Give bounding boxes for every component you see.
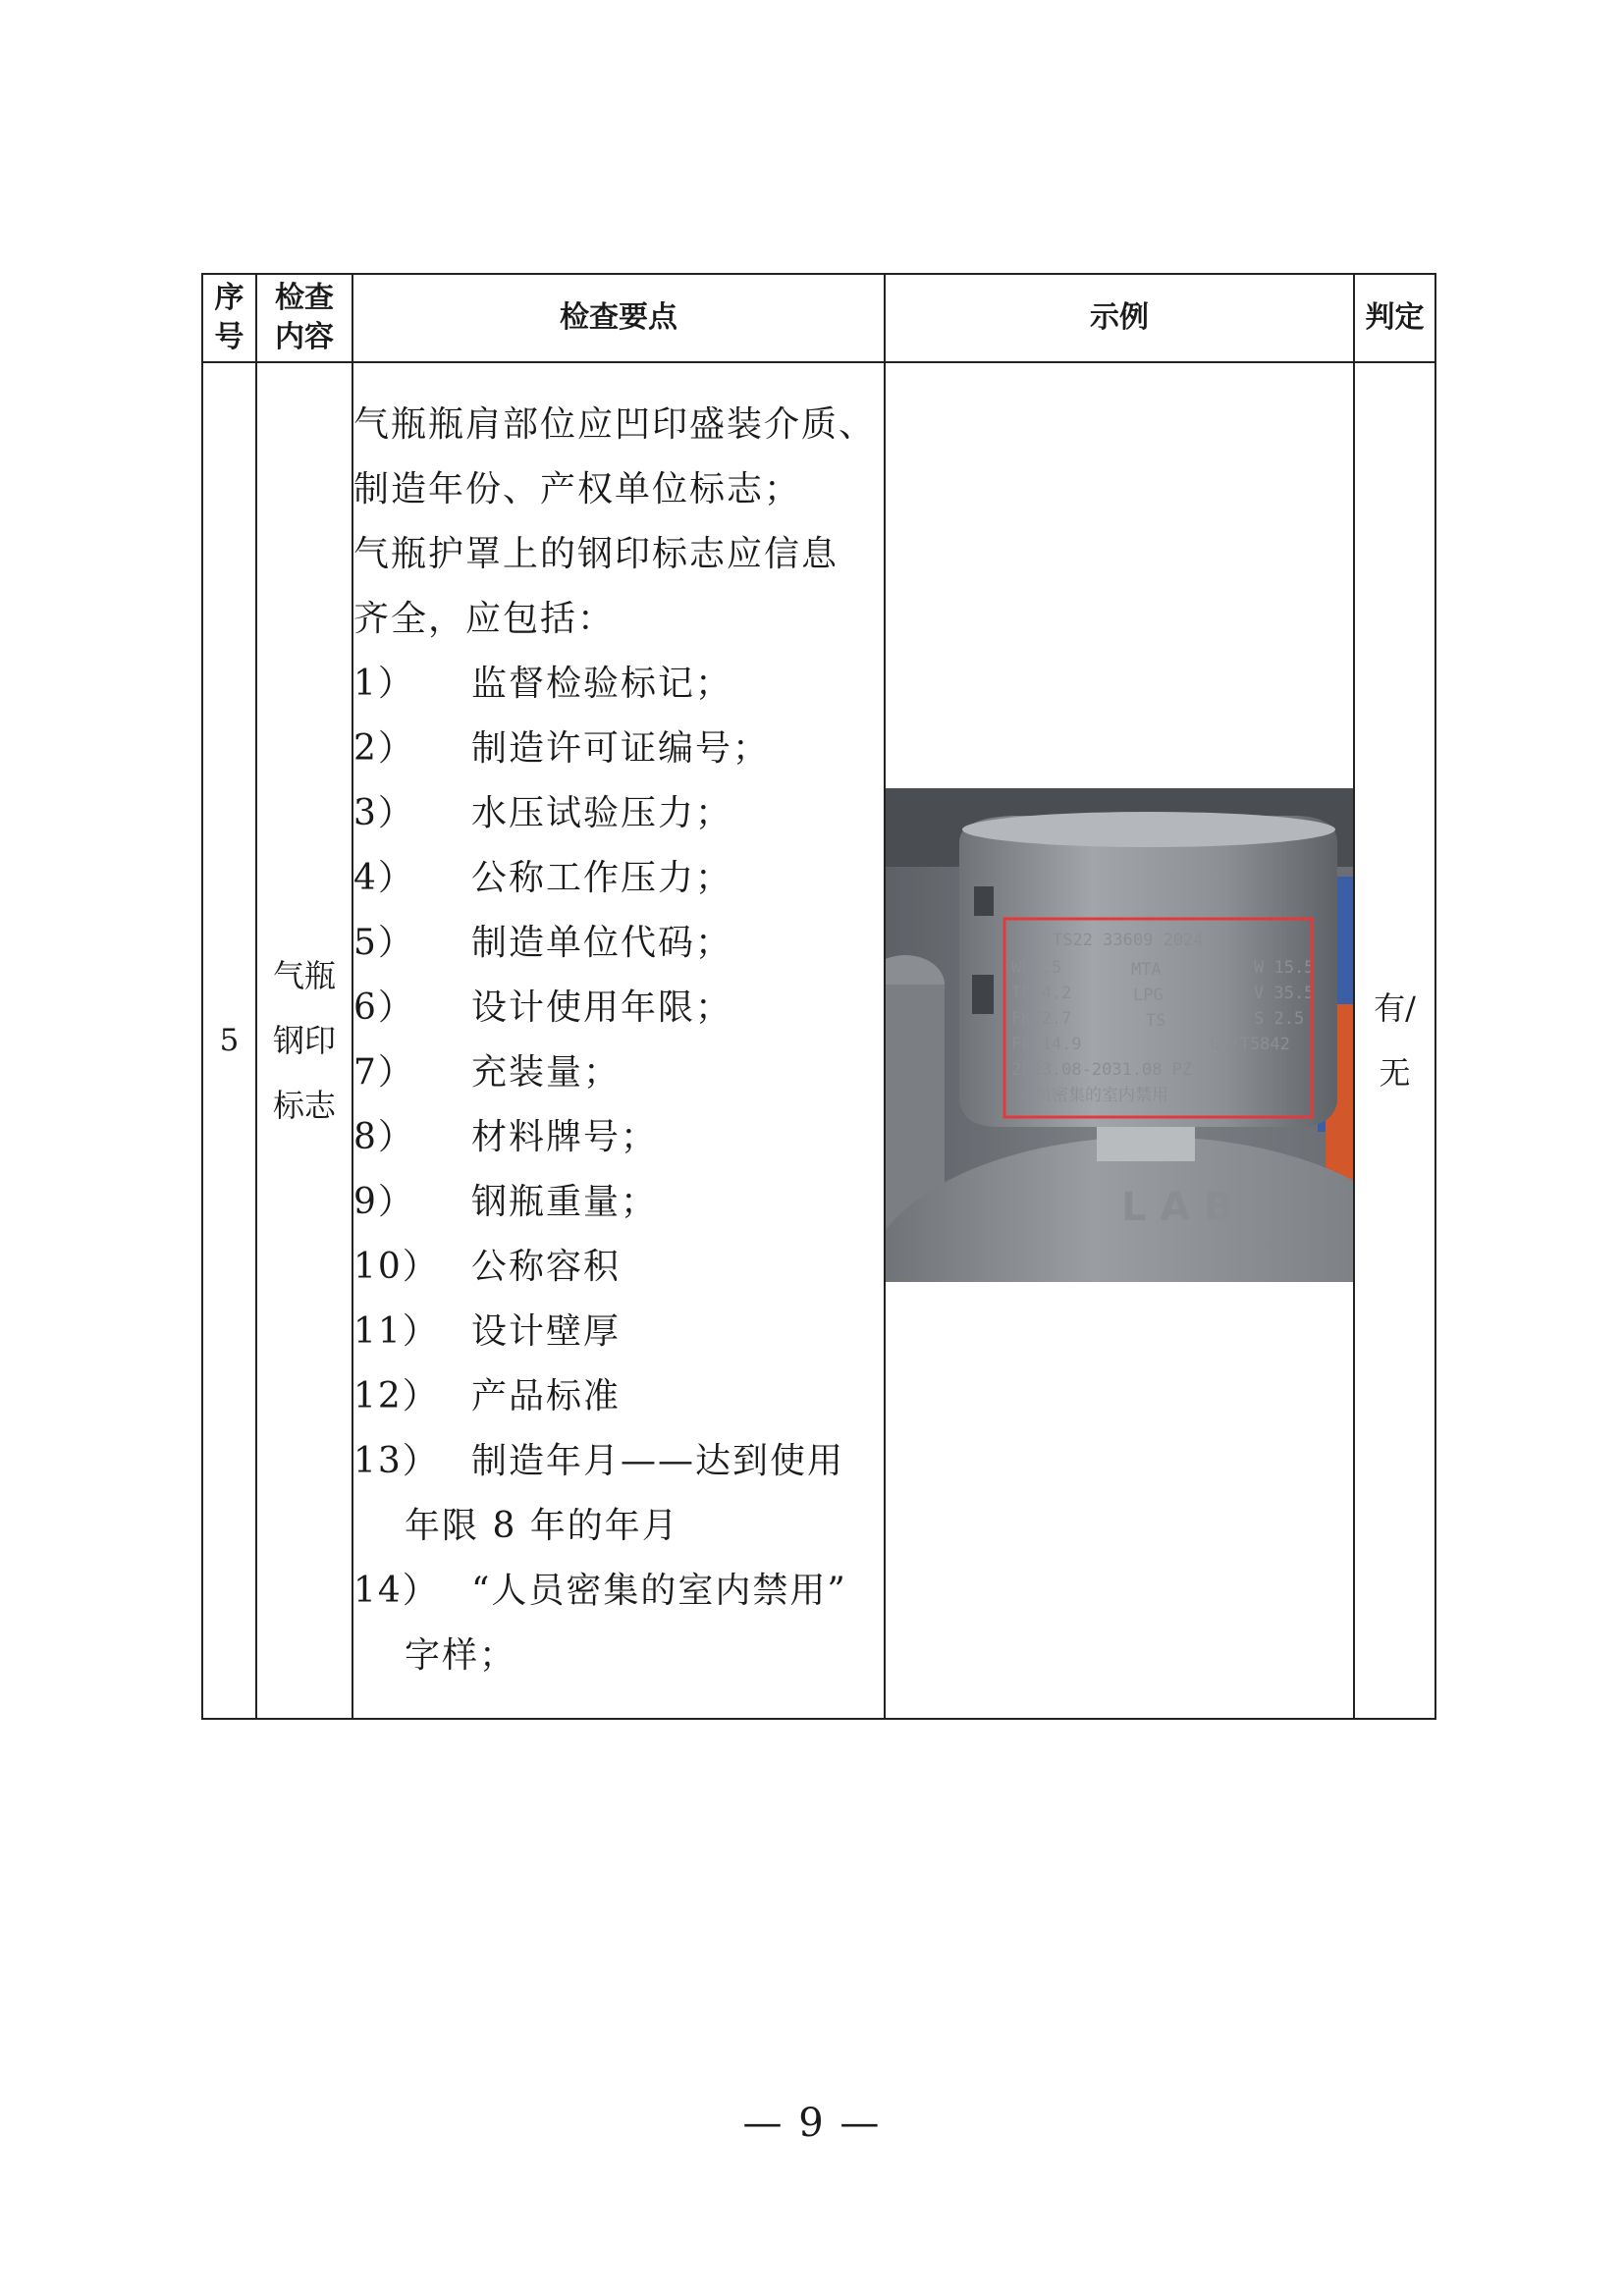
svg-text:FKC2.7: FKC2.7 (1011, 1009, 1072, 1029)
list-item (353, 1364, 884, 1429)
svg-text:TP 4.2: TP 4.2 (1011, 984, 1072, 1003)
svg-text:Fk 14.9: Fk 14.9 (1011, 1035, 1082, 1054)
svg-text:MTA: MTA (1131, 960, 1162, 980)
item-text: 产品标准 (471, 1376, 622, 1416)
item-text: 制造许可证编号； (471, 728, 771, 769)
svg-text:LPG: LPG (1133, 986, 1164, 1005)
item-text: 钢瓶重量； (471, 1182, 659, 1222)
header-row (202, 274, 1435, 362)
item-number: 7） (353, 1052, 415, 1093)
intro-line: 齐全，应包括： (353, 599, 616, 639)
list-item (353, 911, 884, 976)
item-text: 充装量； (471, 1052, 622, 1093)
cylinder-photo (886, 788, 1353, 1282)
item-number: 6） (353, 988, 415, 1028)
list-item (353, 976, 884, 1041)
item-number: 2） (353, 728, 415, 769)
svg-text:WP2.5: WP2.5 (1011, 958, 1062, 978)
list-item (353, 652, 884, 717)
svg-text:S 2.5: S 2.5 (1254, 1009, 1305, 1029)
header-judgment: 判定 (1354, 274, 1435, 362)
item-text: 监督检验标记； (471, 664, 733, 704)
list-item (353, 846, 884, 911)
item-text: 设计使用年限； (471, 988, 733, 1028)
list-item (353, 1429, 884, 1494)
item-number: 8） (353, 1117, 415, 1157)
list-item (353, 1559, 884, 1624)
shoulder-emboss: L A B (1121, 1185, 1234, 1230)
list-item (353, 1105, 884, 1170)
header-content: 检查 内容 (256, 274, 352, 362)
list-item (353, 1041, 884, 1105)
item-text: 制造单位代码； (471, 923, 733, 963)
intro-line: 气瓶瓶肩部位应凹印盛装介质、 (353, 404, 877, 445)
item-text: 设计壁厚 (471, 1311, 622, 1352)
inspection-table (201, 273, 1436, 1720)
item-number: 14） (353, 1571, 440, 1611)
row-judgment: 有/ 无 (1354, 362, 1435, 1719)
item-text: 水压试验压力； (471, 793, 733, 833)
item-text: “人员密集的室内禁用” (471, 1571, 847, 1611)
svg-text:TS: TS (1146, 1011, 1166, 1031)
item-text: 公称工作压力； (471, 858, 733, 898)
svg-text:TS22 33609 2024: TS22 33609 2024 (1053, 931, 1204, 950)
item-number: 11） (353, 1311, 440, 1352)
page-number: — 9 — (742, 2101, 882, 2146)
item-number: 12） (353, 1376, 440, 1416)
intro-line: 气瓶护罩上的钢印标志应信息 (353, 534, 839, 574)
svg-text:GB/T5842: GB/T5842 (1210, 1035, 1290, 1054)
item-number: 9） (353, 1182, 415, 1222)
list-item (353, 717, 884, 781)
item-text: 材料牌号； (471, 1117, 659, 1157)
list-item (353, 1170, 884, 1235)
header-points: 检查要点 (352, 274, 885, 362)
item-number: 1） (353, 664, 415, 704)
requirement-list (353, 652, 884, 1688)
svg-text:人员密集的室内禁用: 人员密集的室内禁用 (1018, 1086, 1168, 1105)
item-continuation: 年限 8 年的年月 (405, 1506, 679, 1546)
item-number: 5） (353, 923, 415, 963)
item-text: 制造年月——达到使用 (471, 1441, 845, 1481)
item-number: 4） (353, 858, 415, 898)
svg-text:V 35.5: V 35.5 (1254, 984, 1315, 1003)
table-row (202, 362, 1435, 1719)
svg-text:2023.08-2031.08 PZ: 2023.08-2031.08 PZ (1011, 1060, 1193, 1080)
item-number: 3） (353, 793, 415, 833)
list-item (353, 781, 884, 846)
header-example: 示例 (885, 274, 1354, 362)
list-item (353, 1300, 884, 1364)
list-item (353, 1235, 884, 1300)
intro-line: 制造年份、产权单位标志； (353, 469, 802, 509)
row-example (885, 362, 1354, 1719)
row-category: 气瓶 钢印 标志 (256, 362, 352, 1719)
item-number: 10） (353, 1247, 440, 1287)
item-text: 公称容积 (471, 1247, 622, 1287)
svg-text:W 15.5: W 15.5 (1254, 958, 1315, 978)
row-points (352, 362, 885, 1719)
row-seq: 5 (202, 362, 256, 1719)
item-number: 13） (353, 1441, 440, 1481)
header-seq: 序 号 (202, 274, 256, 362)
item-continuation: 字样； (405, 1635, 517, 1676)
